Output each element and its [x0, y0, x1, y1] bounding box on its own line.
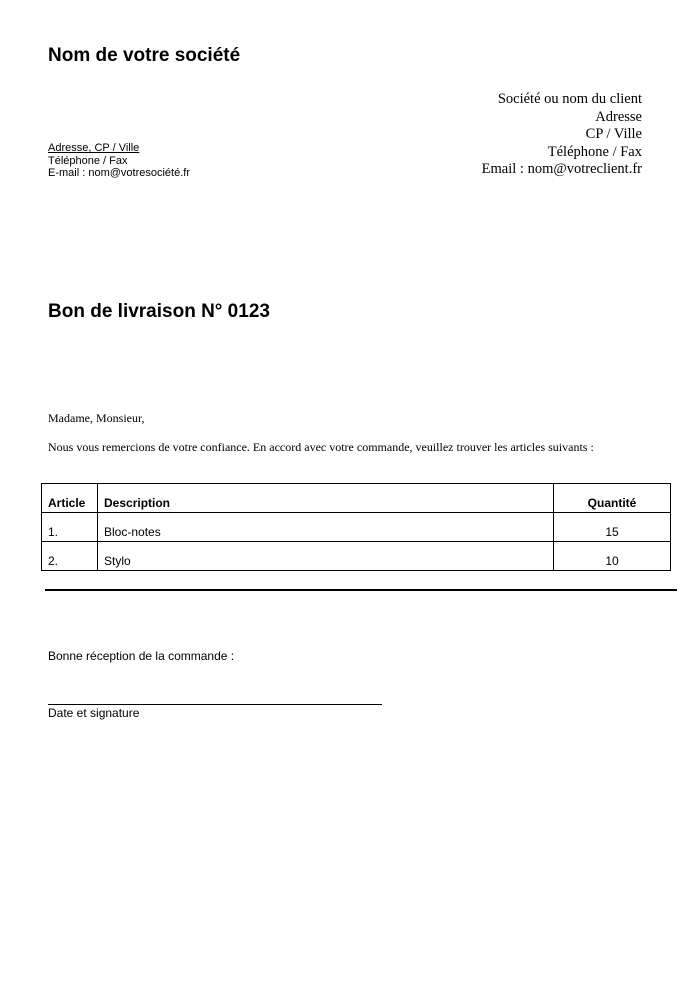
header-article: Article: [42, 484, 98, 513]
sender-address: Adresse, CP / Ville: [48, 142, 140, 154]
row-article: 2.: [42, 542, 98, 571]
client-phone-fax: Téléphone / Fax: [547, 143, 642, 160]
table-row: [42, 513, 671, 542]
row-article: 1.: [42, 513, 98, 542]
row-quantity: 15: [554, 513, 671, 542]
items-table: [41, 483, 671, 571]
reception-text: Bonne réception de la commande :: [48, 649, 235, 663]
company-name: Nom de votre société: [48, 45, 241, 66]
header-description: Description: [98, 484, 554, 513]
row-description: Stylo: [98, 542, 554, 571]
intro-text: Nous vous remercions de votre confiance. En accord avec votre commande, veuillez trouver les articles suivants :: [48, 440, 594, 454]
sender-phone-fax: Téléphone / Fax: [48, 154, 128, 167]
document-title: Bon de livraison N° 0123: [48, 301, 270, 322]
header-quantity: Quantité: [554, 484, 671, 513]
client-name: Société ou nom du client: [497, 91, 642, 107]
greeting: Madame, Monsieur,: [48, 411, 145, 425]
client-email: Email : nom@votreclient.fr: [481, 161, 642, 177]
client-details: [482, 91, 642, 179]
sender-details: [48, 142, 190, 180]
separator-rule: [45, 589, 677, 591]
table-header-row: [42, 484, 671, 513]
client-city: CP / Ville: [585, 126, 642, 142]
row-description: Bloc-notes: [98, 513, 554, 542]
row-quantity: 10: [554, 542, 671, 571]
client-address: Adresse: [595, 108, 642, 125]
signature-label: Date et signature: [48, 706, 140, 720]
sender-email: E-mail : nom@votresociété.fr: [48, 167, 190, 179]
signature-line: [48, 704, 382, 705]
table-row: [42, 542, 671, 571]
